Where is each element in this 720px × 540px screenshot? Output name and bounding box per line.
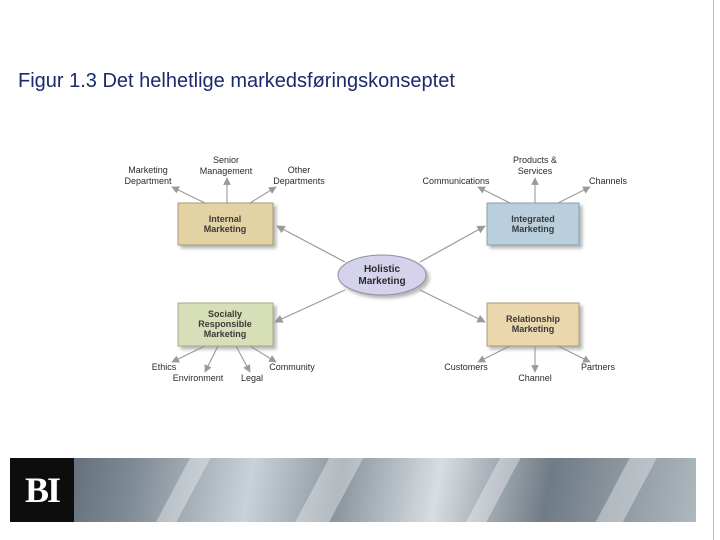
svg-text:Communications: Communications [422, 176, 490, 186]
connector-integrated [420, 226, 485, 262]
svg-text:Products &: Products & [512, 155, 558, 165]
svg-text:Departments: Departments [273, 176, 325, 186]
svg-text:Management: Management [199, 166, 253, 176]
svg-text:Relationship: Relationship [505, 314, 561, 324]
svg-text:Holistic: Holistic [363, 264, 401, 275]
leaves-internal [124, 155, 325, 186]
svg-text:Other: Other [287, 165, 311, 175]
svg-text:Customers: Customers [444, 362, 488, 372]
svg-text:Marketing: Marketing [203, 224, 247, 234]
footer-banner [10, 458, 696, 522]
svg-text:Department: Department [124, 176, 172, 186]
svg-text:Community: Community [269, 362, 315, 372]
bi-logo [10, 458, 74, 522]
svg-text:Integrated: Integrated [511, 214, 555, 224]
connector-relationship [420, 290, 485, 322]
connector-social [275, 290, 345, 322]
hub-holistic-marketing [338, 255, 426, 295]
svg-text:Legal: Legal [240, 373, 264, 383]
svg-text:Channels: Channels [588, 176, 628, 186]
box-relationship-marketing [487, 303, 579, 346]
bi-logo-text: BI [24, 470, 60, 510]
svg-text:Partners: Partners [580, 362, 616, 372]
svg-text:Responsible: Responsible [198, 319, 252, 329]
svg-text:Marketing: Marketing [128, 165, 168, 175]
slide-title: Figur 1.3 Det helhetlige markedsføringskonseptet [18, 70, 455, 92]
leaves-integrated [422, 155, 627, 186]
svg-text:Marketing: Marketing [203, 329, 247, 339]
leaves-relationship [444, 362, 615, 383]
box-integrated-marketing [487, 203, 579, 245]
svg-text:Marketing: Marketing [511, 224, 555, 234]
svg-text:Environment: Environment [172, 373, 224, 383]
svg-text:Socially: Socially [207, 309, 243, 319]
svg-text:Channel: Channel [518, 373, 552, 383]
svg-text:Services: Services [517, 166, 553, 176]
svg-text:Marketing: Marketing [511, 324, 555, 334]
box-internal-marketing [178, 203, 273, 245]
svg-text:Internal: Internal [208, 214, 242, 224]
connector-internal [277, 226, 345, 262]
svg-text:Ethics: Ethics [151, 362, 177, 372]
leaves-social [152, 362, 316, 383]
svg-text:Senior: Senior [212, 155, 240, 165]
svg-text:Marketing: Marketing [358, 276, 406, 287]
box-socially-responsible-marketing [178, 303, 273, 346]
